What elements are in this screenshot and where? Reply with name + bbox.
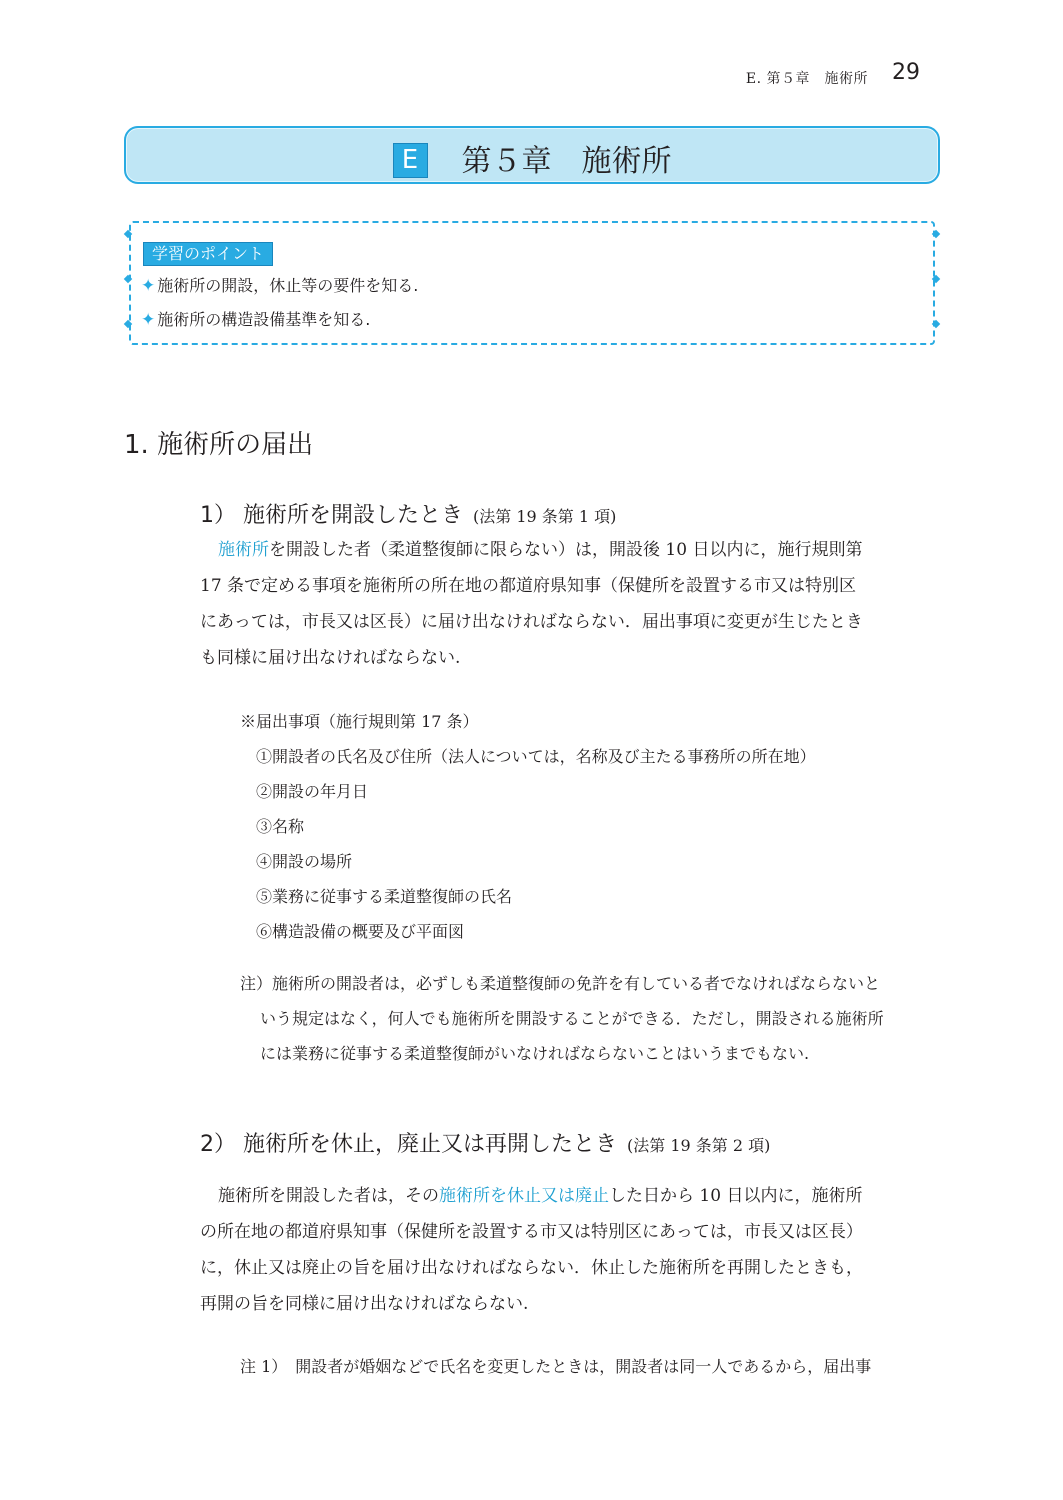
- note-line: には業務に従事する柔道整復師がいなければならないことはいうまでもない.: [260, 1044, 810, 1063]
- learning-points-label: 学習のポイント: [143, 242, 273, 266]
- notice-item: ⑤業務に従事する柔道整復師の氏名: [256, 887, 513, 906]
- note-line: 注）施術所の開設者は，必ずしも柔道整復師の免許を有している者でなければならないと: [240, 974, 881, 993]
- note-line: 注 1） 開設者が婚姻などで氏名を変更したときは，開設者は同一人であるから，届出事: [240, 1357, 872, 1376]
- highlight-term: 施術所: [218, 540, 269, 560]
- note-line: いう規定はなく，何人でも施術所を開設することができる．ただし，開設される施術所: [260, 1009, 884, 1028]
- highlight-term: 施術所を休止又は廃止: [439, 1186, 609, 1206]
- law-reference: (法第 19 条第 1 項): [473, 507, 617, 526]
- running-header: E. 第５章 施術所: [745, 71, 868, 87]
- learning-points-box: [129, 221, 935, 345]
- subsection-heading-2: 2） 施術所を休止，廃止又は再開したとき (法第 19 条第 2 項): [200, 1132, 771, 1157]
- notice-item: ③名称: [256, 817, 305, 836]
- notice-item: ②開設の年月日: [256, 782, 369, 801]
- paragraph-opening: 施術所を開設した者（柔道整復師に限らない）は，開設後 10 日以内に，施行規則第 17 条で定める事項を施術所の所在地の都道府県知事（保健所を設置する市又は特別区 にあっては，市長又は区長）に届け出なければならない．届出事項に変更が生じたとき も同様に届け出なければならない.: [200, 540, 863, 668]
- paragraph-closure: 施術所を開設した者は，その施術所を休止又は廃止した日から 10 日以内に，施術所 の所在地の都道府県知事（保健所を設置する市又は特別区にあっては，市長又は区長） に，休止又は廃止の旨を届け出なければならない．休止した施術所を再開したときも， 再開の旨を同様に届け出なければならない.: [200, 1186, 863, 1314]
- sparkle-bullet-icon: ✦: [141, 310, 156, 330]
- chapter-title: 第５章 施術所: [461, 144, 672, 179]
- subsection-heading-1: 1） 施術所を開設したとき (法第 19 条第 1 項): [200, 503, 617, 528]
- notice-item: ⑥構造設備の概要及び平面図: [256, 922, 465, 941]
- page-number: 29: [892, 60, 920, 85]
- learning-point-item: ✦ 施術所の構造設備基準を知る.: [141, 310, 371, 330]
- chapter-letter-badge: E: [393, 143, 428, 178]
- notice-item: ①開設者の氏名及び住所（法人については，名称及び主たる事務所の所在地）: [256, 747, 816, 766]
- learning-point-item: ✦ 施術所の開設，休止等の要件を知る.: [141, 276, 419, 296]
- notice-item: ④開設の場所: [256, 852, 353, 871]
- law-reference: (法第 19 条第 2 項): [627, 1136, 771, 1155]
- notice-title: ※届出事項（施行規則第 17 条）: [240, 712, 479, 731]
- section-heading: 1. 施術所の届出: [124, 430, 314, 460]
- sparkle-bullet-icon: ✦: [141, 276, 156, 296]
- chapter-banner: [124, 126, 940, 184]
